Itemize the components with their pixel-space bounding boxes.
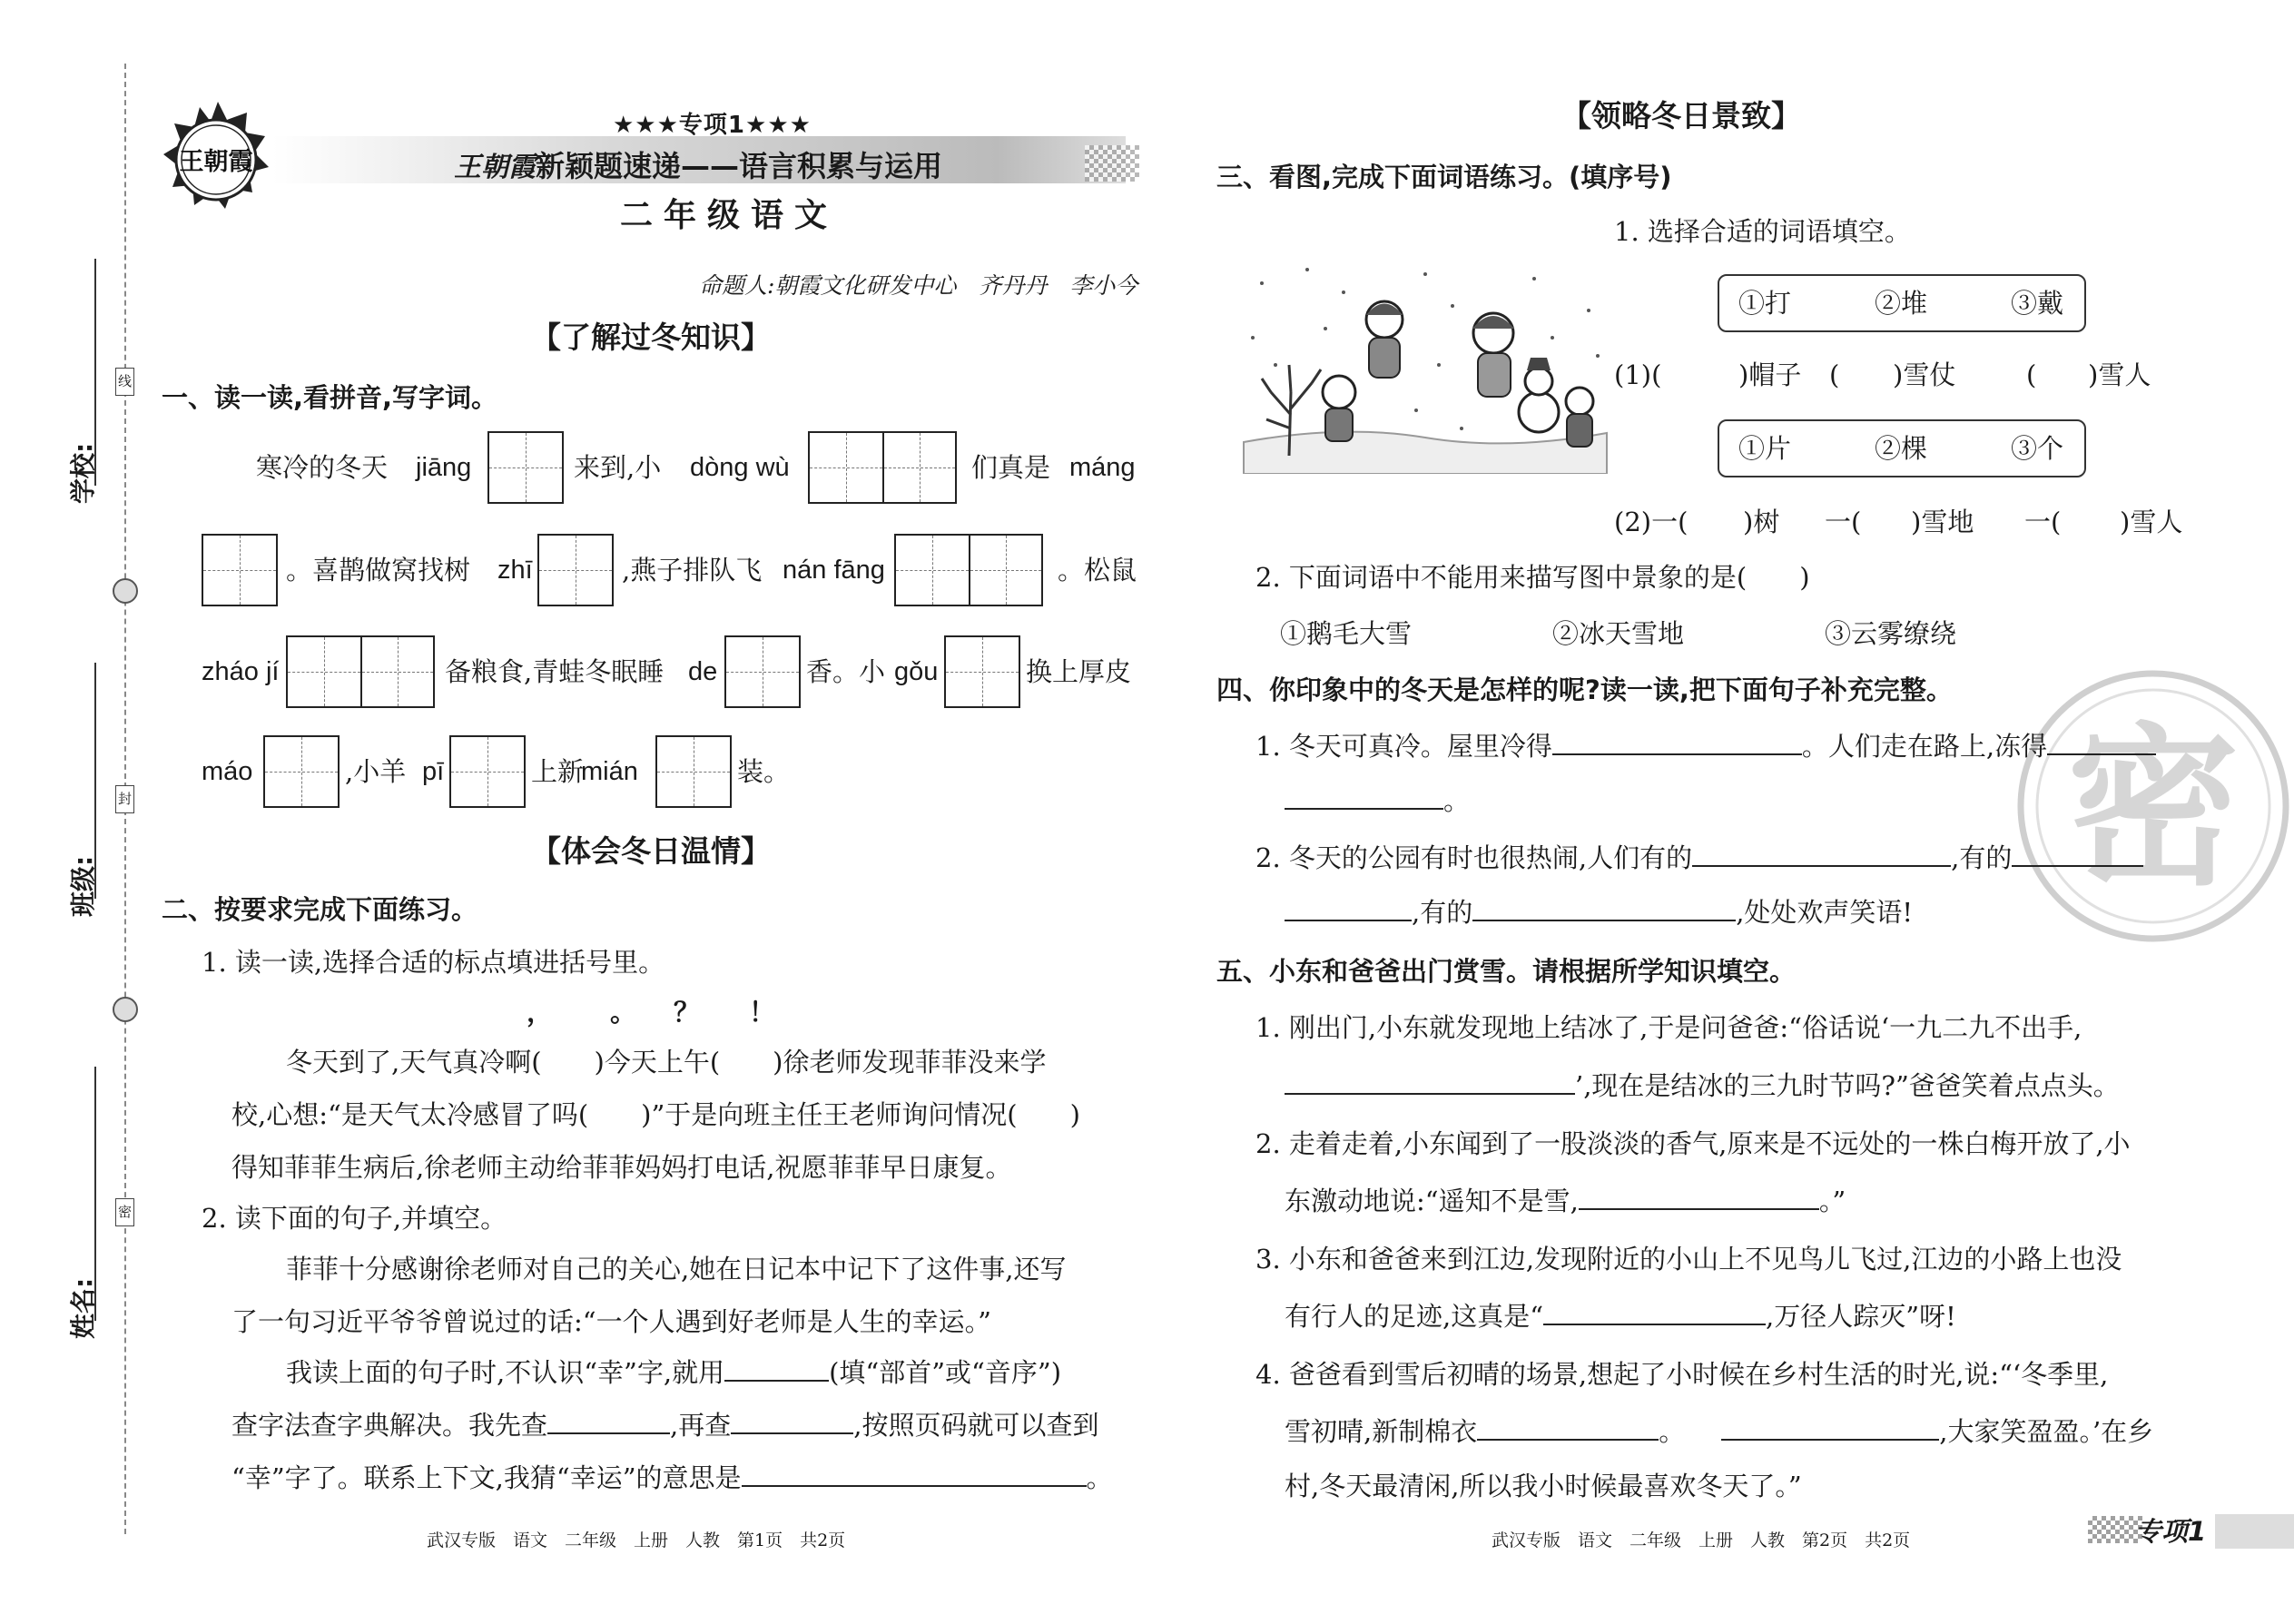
tag-decoration-icon: [2088, 1516, 2142, 1543]
paragraph-line: 得知菲菲生病后,徐老师主动给菲菲妈妈打电话,祝愿菲菲早日康复。: [231, 1152, 1012, 1183]
answer-blank[interactable]: [1285, 1068, 1575, 1095]
section-heading: 【领略冬日景致】: [1561, 98, 1801, 133]
word-option: ③戴: [2011, 288, 2064, 319]
answer-blank[interactable]: [1552, 728, 1802, 755]
choice-option[interactable]: ②冰天雪地: [1552, 618, 1685, 649]
writing-grid[interactable]: [655, 735, 732, 808]
writing-grid[interactable]: [944, 635, 1020, 708]
word-option: ②棵: [1875, 433, 1928, 464]
punct-option: ，: [527, 997, 554, 1028]
section-heading: 【了解过冬知识】: [531, 320, 771, 355]
paragraph-line: 2. 冬天的公园有时也很热闹,人们有的 ,有的: [1255, 840, 2143, 876]
answer-blank[interactable]: [2012, 840, 2143, 867]
seal-line-mark: 线: [115, 368, 134, 396]
series-title: 新颖题速递——语言积累与运用: [536, 149, 943, 183]
school-label: 学校:: [68, 442, 98, 504]
word-option: ①片: [1738, 433, 1792, 464]
brand-logo: [154, 100, 281, 218]
authors-line: 命题人:朝霞文化研发中心 齐丹丹 李小今: [699, 272, 1138, 299]
page-footer: 武汉专版 语文 二年级 上册 人教 第1页 共2页: [427, 1530, 846, 1550]
subquestion: 2. 读下面的句子,并填空。: [202, 1203, 507, 1234]
paragraph-line: 1. 刚出门,小东就发现地上结冰了,于是问爸爸:“俗话说‘一九二九不出手,: [1255, 1012, 2082, 1043]
answer-blank[interactable]: [1472, 894, 1736, 921]
punct-option: ！: [749, 997, 776, 1028]
paragraph-line: 查字法查字典解决。我先查 ,再查 ,按照页码就可以查到: [231, 1407, 1098, 1443]
paragraph-line: 2. 走着走着,小东闻到了一股淡淡的香气,原来是不远处的一株白梅开放了,小: [1255, 1128, 2131, 1159]
paragraph-line: 。: [1285, 782, 1470, 819]
seal-secret-mark: 密: [115, 1198, 134, 1226]
logo-text: 王朝霞: [179, 148, 253, 176]
answer-blank[interactable]: [547, 1407, 670, 1434]
word-option: ③个: [2011, 433, 2064, 464]
writing-grid[interactable]: [537, 534, 614, 606]
binding-hole-icon: [113, 997, 138, 1022]
subquestion: 1. 读一读,选择合适的标点填进括号里。: [202, 947, 665, 978]
answer-blank[interactable]: [1285, 782, 1443, 810]
word-option: ②堆: [1875, 288, 1928, 319]
pinyin-line-4: máo ,小羊 pī 上新 mián 装。: [0, 735, 1180, 808]
seal-seal-mark: 封: [115, 785, 134, 813]
paragraph-line: 雪初晴,新制棉衣 。 ,大家笑盈盈。’在乡: [1285, 1413, 2153, 1450]
paragraph-line: 冬天到了,天气真冷啊( )今天上午( )徐老师发现菲菲没来学: [286, 1047, 1047, 1078]
paragraph-line: 村,冬天最清闲,所以我小时候最喜欢冬天了。”: [1285, 1471, 1802, 1501]
topic-tag: 专项1: [2135, 1516, 2207, 1547]
answer-blank[interactable]: [742, 1460, 1087, 1487]
checker-decoration-icon: [1085, 145, 1139, 182]
fill-row-1: (1)( )帽子 ( )雪仗 ( )雪人: [1614, 359, 2151, 390]
subquestion: 2. 下面词语中不能用来描写图中景象的是( ): [1255, 562, 1810, 593]
stamp-text: 密: [2066, 708, 2240, 909]
tag-bar: [2215, 1514, 2294, 1549]
name-label: 姓名:: [68, 1277, 98, 1339]
writing-grid[interactable]: [487, 431, 564, 504]
writing-grid[interactable]: [449, 735, 526, 808]
answer-blank[interactable]: [1579, 1183, 1819, 1210]
brand-script: 王朝霞: [454, 152, 536, 183]
paragraph-line: 了一句习近平爷爷曾说过的话:“一个人遇到好老师是人生的幸运。”: [231, 1306, 991, 1337]
answer-blank[interactable]: [2047, 728, 2156, 755]
writing-grid[interactable]: [263, 735, 340, 808]
paragraph-line: 1. 冬天可真冷。屋里冷得 。人们走在路上,冻得: [1255, 728, 2156, 764]
paragraph-line: “幸”字了。联系上下文,我猜“幸运”的意思是 。: [231, 1460, 1113, 1496]
answer-blank[interactable]: [1692, 840, 1951, 867]
writing-grid[interactable]: [724, 635, 801, 708]
paragraph-line: 菲菲十分感谢徐老师对自己的关心,她在日记本中记下了这件事,还写: [286, 1254, 1067, 1284]
grade-title: 二年级语文: [620, 197, 839, 234]
paragraph-line: ’,现在是结冰的三九时节吗?”爸爸笑着点点头。: [1285, 1068, 2120, 1104]
writing-grid[interactable]: [808, 431, 957, 504]
name-field[interactable]: [94, 1067, 96, 1321]
paragraph-line: 有行人的足迹,这真是“ ,万径人踪灭”呀!: [1285, 1298, 1956, 1334]
pinyin-line-1: 寒冷的冬天 jiāng 来到,小 dòng wù 们真是 máng: [0, 431, 1180, 504]
punct-option: 。: [610, 997, 637, 1028]
question-1-title: 一、读一读,看拼音,写字词。: [162, 382, 498, 413]
answer-blank[interactable]: [1721, 1413, 1939, 1441]
punct-option: ？: [674, 997, 701, 1028]
writing-grid[interactable]: [894, 534, 1043, 606]
question-5-title: 五、小东和爸爸出门赏雪。请根据所学知识填空。: [1216, 956, 1797, 987]
paragraph-line: 校,心想:“是天气太冷感冒了吗( )”于是向班主任王老师询问情况( ): [231, 1099, 1080, 1130]
question-4-title: 四、你印象中的冬天是怎样的呢?读一读,把下面句子补充完整。: [1216, 674, 1953, 705]
writing-grid[interactable]: [202, 534, 278, 606]
paragraph-line: ,有的 ,处处欢声笑语!: [1285, 894, 1913, 930]
choice-option[interactable]: ①鹅毛大雪: [1280, 618, 1413, 649]
paragraph-line: 3. 小东和爸爸来到江边,发现附近的小山上不见鸟儿飞过,江边的小路上也没: [1255, 1244, 2122, 1275]
question-2-title: 二、按要求完成下面练习。: [162, 894, 478, 925]
topic-badge: ★★★专项1★★★: [613, 112, 812, 139]
fill-row-2: (2)一( )树 一( )雪地 一( )雪人: [1614, 507, 2183, 537]
paragraph-line: 我读上面的句子时,不认识“幸”字,就用 (填“部首”或“音序”): [286, 1354, 1061, 1391]
class-label: 班级:: [68, 855, 98, 917]
pinyin-line-2: 。喜鹊做窝找树 zhī ,燕子排队飞 nán fāng 。松鼠: [0, 534, 1180, 606]
word-option: ①打: [1738, 288, 1792, 319]
page-footer: 武汉专版 语文 二年级 上册 人教 第2页 共2页: [1492, 1530, 1911, 1550]
writing-grid[interactable]: [286, 635, 435, 708]
section-heading: 【体会冬日温情】: [531, 833, 771, 869]
answer-blank[interactable]: [731, 1407, 853, 1434]
pinyin-line-3: zháo jí 备粮食,青蛙冬眠睡 de 香。小 gǒu 换上厚皮: [0, 635, 1180, 708]
subquestion: 1. 选择合适的词语填空。: [1614, 216, 1911, 247]
paragraph-line: 东激动地说:“遥知不是雪, 。”: [1285, 1183, 1846, 1219]
paragraph-line: 4. 爸爸看到雪后初晴的场景,想起了小时候在乡村生活的时光,说:“‘冬季里,: [1255, 1359, 2109, 1390]
answer-blank[interactable]: [1285, 894, 1412, 921]
answer-blank[interactable]: [1477, 1413, 1659, 1441]
stamp-watermark-icon: [2017, 670, 2289, 942]
choice-option[interactable]: ③云雾缭绕: [1825, 618, 1957, 649]
question-3-title: 三、看图,完成下面词语练习。(填序号): [1216, 162, 1672, 192]
answer-blank[interactable]: [1543, 1298, 1766, 1325]
answer-blank[interactable]: [724, 1354, 829, 1382]
